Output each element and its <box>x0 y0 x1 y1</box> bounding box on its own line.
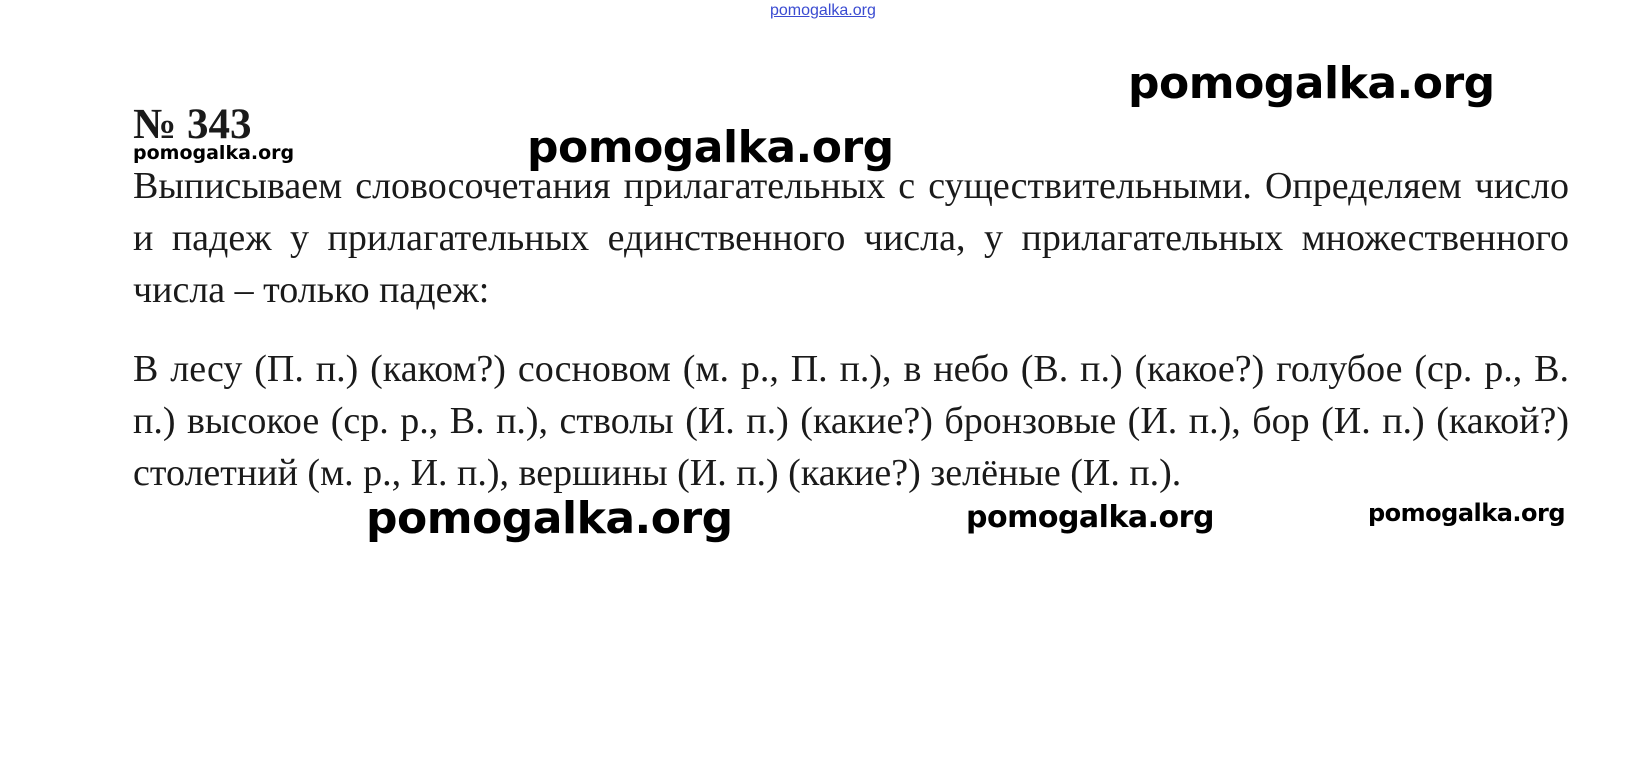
site-link[interactable]: pomogalka.org <box>770 2 876 19</box>
watermark-top-right: pomogalka.org <box>1128 58 1495 109</box>
answer-paragraph: В лесу (П. п.) (каком?) сосновом (м. р., П. п.), в небо (В. п.) (какое?) голубое (ср. р., В. п.) высокое (ср. р., В. п.), стволы (И. п.) (какие?) бронзовые (И. п.), бор (И. п.) (какой?) столетний (м. р., И. п.), вершины (И. п.) (какие?) зелёные (И. п.). <box>133 348 1569 494</box>
watermark-under-number: pomogalka.org <box>133 142 295 164</box>
task-number: № 343 <box>133 101 252 148</box>
watermark-bottom-center: pomogalka.org <box>966 500 1214 535</box>
instruction-paragraph: Выписываем словосочетания прилагательных с существительными. Определяем число и падеж у прилагательных единственного числа, у прилагательных множественного числа – только падеж: <box>133 165 1569 311</box>
watermark-bottom-right: pomogalka.org <box>1368 499 1566 527</box>
watermark-center-top: pomogalka.org <box>527 122 894 173</box>
watermark-bottom-left: pomogalka.org <box>366 493 733 544</box>
